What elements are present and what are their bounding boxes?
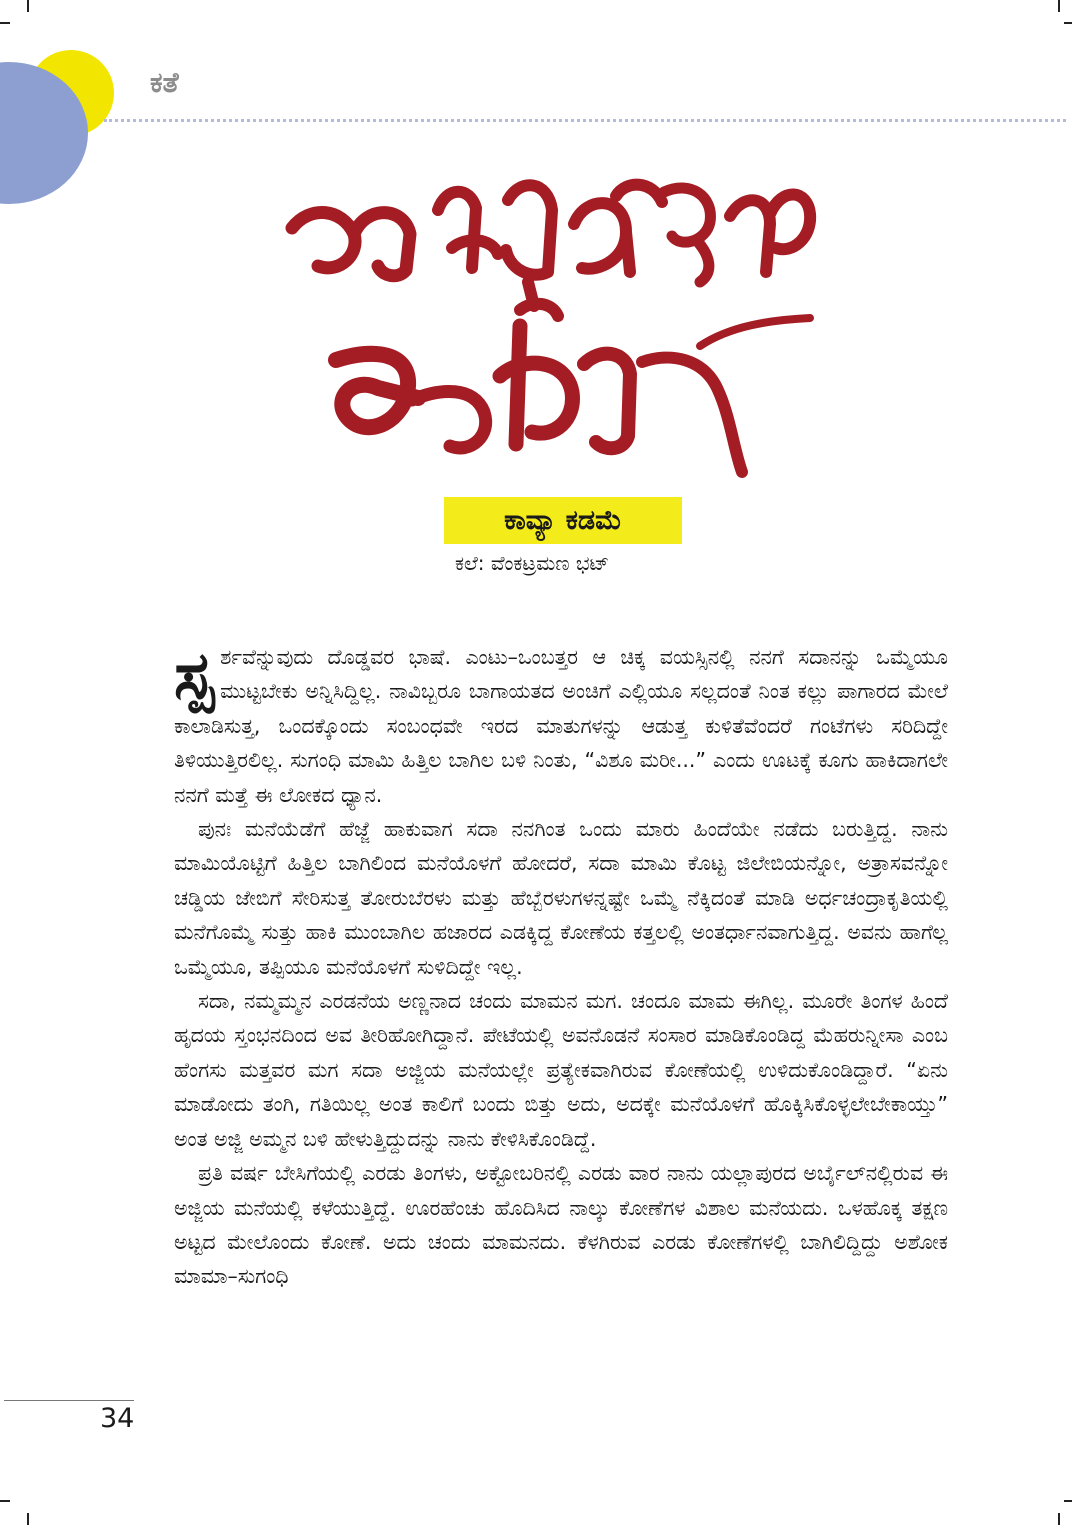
crop-mark — [1064, 22, 1072, 24]
title-stroke — [412, 391, 486, 447]
illustration-credit: ಕಲೆ: ವೆಂಕಟ್ರಮಣ ಭಟ್ — [455, 551, 610, 575]
crop-mark — [1064, 1500, 1072, 1502]
dotted-divider — [104, 119, 1066, 122]
title-stroke — [292, 212, 410, 275]
crop-mark — [27, 1513, 29, 1525]
title-stroke — [642, 358, 742, 472]
crop-mark — [1058, 0, 1060, 12]
page-number-rule — [4, 1400, 134, 1401]
author-name: ಕಾವ್ಯಾ ಕಡಮೆ — [444, 497, 682, 544]
title-stroke — [664, 188, 710, 282]
title-stroke — [506, 185, 558, 316]
title-stroke — [584, 354, 630, 449]
paragraph-1 — [174, 637, 948, 812]
title-calligraphy — [270, 150, 830, 490]
drop-cap: ಸ್ಪ — [174, 637, 215, 714]
page-number: 34 — [100, 1403, 135, 1434]
paragraph-2: ಪುನಃ ಮನೆಯೆಡೆಗೆ ಹೆಜ್ಜೆ ಹಾಕುವಾಗ ಸದಾ ನನಗಿಂತ ಒಂದು ಮಾರು ಹಿಂದೆಯೇ ನಡೆದು ಬರುತ್ತಿದ್ದ. ನಾನು ಮಾಮಿಯೊಟ್ಟಿಗೆ ಹಿತ್ತಿಲ ಬಾಗಿಲಿಂದ ಮನೆಯೊಳಗೆ ಹೋದರೆ, ಸದಾ ಮಾಮಿ ಕೊಟ್ಟ ಜಿಲೇಬಿಯನ್ನೋ, ಅತ್ರಾಸವನ್ನೋ ಚಡ್ಡಿಯ ಜೇಬಿಗೆ ಸೇರಿಸುತ್ತ ತೋರುಬೆರಳು ಮತ್ತು ಹೆಬ್ಬೆರಳುಗಳನ್ನಷ್ಟೇ ಒಮ್ಮೆ ನೆಕ್ಕಿದಂತೆ ಮಾಡಿ ಅರ್ಧಚಂದ್ರಾಕೃತಿಯಲ್ಲಿ ಮನೆಗೊಮ್ಮೆ ಸುತ್ತು ಹಾಕಿ ಮುಂಬಾಗಿಲ ಹಜಾರದ ಎಡಕ್ಕಿದ್ದ ಕೋಣೆಯ ಕತ್ತಲಲ್ಲಿ ಅಂತರ್ಧಾನವಾಗುತ್ತಿದ್ದ. ಅವನು ಹಾಗೆಲ್ಲ ಒಮ್ಮೆಯೂ, ತಪ್ಪಿಯೂ ಮನೆಯೊಳಗೆ ಸುಳಿದಿದ್ದೇ ಇಲ್ಲ. — [174, 817, 948, 979]
title-stroke — [700, 318, 810, 346]
title-stroke — [574, 185, 662, 272]
crop-mark — [1058, 1513, 1060, 1525]
article-body — [174, 637, 948, 1294]
section-label: ಕತೆ — [150, 66, 179, 99]
title-stroke — [336, 354, 418, 427]
title-stroke — [730, 194, 810, 272]
crop-mark — [0, 22, 10, 24]
crop-mark — [0, 1500, 10, 1502]
crop-mark — [27, 0, 29, 12]
paragraph-4: ಪ್ರತಿ ವರ್ಷ ಬೇಸಿಗೆಯಲ್ಲಿ ಎರಡು ತಿಂಗಳು, ಅಕ್ಟೋಬರಿನಲ್ಲಿ ಎರಡು ವಾರ ನಾನು ಯಲ್ಲಾಪುರದ ಅರ್ಬೈಲ್‌ನಲ್ಲಿರುವ ಈ ಅಜ್ಜಿಯ ಮನೆಯಲ್ಲಿ ಕಳೆಯುತ್ತಿದ್ದೆ. ಊರಹೆಂಚು ಹೊದಿಸಿದ ನಾಲ್ಕು ಕೋಣೆಗಳ ವಿಶಾಲ ಮನೆಯದು. ಒಳಹೊಕ್ಕ ತಕ್ಷಣ ಅಟ್ಟದ ಮೇಲೊಂದು ಕೋಣೆ. ಅದು ಚಂದು ಮಾಮನದು. ಕೆಳಗಿರುವ ಎರಡು ಕೋಣೆಗಳಲ್ಲಿ ಬಾಗಿಲಿದ್ದಿದ್ದು ಅಶೋಕ ಮಾಮಾ–ಸುಗಂಧಿ — [174, 1161, 948, 1289]
paragraph-3: ಸದಾ, ನಮ್ಮಮ್ಮನ ಎರಡನೆಯ ಅಣ್ಣನಾದ ಚಂದು ಮಾಮನ ಮಗ. ಚಂದೂ ಮಾಮ ಈಗಿಲ್ಲ. ಮೂರೇ ತಿಂಗಳ ಹಿಂದೆ ಹೃದಯ ಸ್ತಂಭನದಿಂದ ಅವ ತೀರಿಹೋಗಿದ್ದಾನೆ. ಪೇಟೆಯಲ್ಲಿ ಅವನೊಡನೆ ಸಂಸಾರ ಮಾಡಿಕೊಂಡಿದ್ದ ಮೆಹರುನ್ನೀಸಾ ಎಂಬ ಹೆಂಗಸು ಮತ್ತವರ ಮಗ ಸದಾ ಅಜ್ಜಿಯ ಮನೆಯಲ್ಲೇ ಪ್ರತ್ಯೇಕವಾಗಿರುವ ಕೋಣೆಯಲ್ಲಿ ಉಳಿದುಕೊಂಡಿದ್ದಾರೆ. “ಏನು ಮಾಡೋದು ತಂಗಿ, ಗತಿಯಿಲ್ಲ ಅಂತ ಕಾಲಿಗೆ ಬಂದು ಬಿತ್ತು ಅದು, ಅದಕ್ಕೇ ಮನೆಯೊಳಗೆ ಹೊಕ್ಕಿಸಿಕೊಳ್ಳಲೇಬೇಕಾಯ್ತು” ಅಂತ ಅಜ್ಜಿ ಅಮ್ಮನ ಬಳಿ ಹೇಳುತ್ತಿದ್ದುದನ್ನು ನಾನು ಕೇಳಿಸಿಕೊಂಡಿದ್ದೆ. — [174, 989, 948, 1151]
paragraph-1-text: ರ್ಶವೆನ್ನುವುದು ದೊಡ್ಡವರ ಭಾಷೆ. ಎಂಟು–ಒಂಬತ್ತರ ಆ ಚಿಕ್ಕ ವಯಸ್ಸಿನಲ್ಲಿ ನನಗೆ ಸದಾನನ್ನು ಒಮ್ಮೆಯೂ ಮುಟ್ಟಬೇಕು ಅನ್ನಿಸಿದ್ದಿಲ್ಲ. ನಾವಿಬ್ಬರೂ ಬಾಗಾಯತದ ಅಂಚಿಗೆ ಎಲ್ಲಿಯೂ ಸಲ್ಲದಂತೆ ನಿಂತ ಕಲ್ಲು ಪಾಗಾರದ ಮೇಲೆ ಕಾಲಾಡಿಸುತ್ತ, ಒಂದಕ್ಕೊಂದು ಸಂಬಂಧವೇ ಇರದ ಮಾತುಗಳನ್ನು ಆಡುತ್ತ ಕುಳಿತೆವೆಂದರೆ ಗಂಟೆಗಳು ಸರಿದಿದ್ದೇ ತಿಳಿಯುತ್ತಿರಲಿಲ್ಲ. ಸುಗಂಧಿ ಮಾಮಿ ಹಿತ್ತಿಲ ಬಾಗಿಲ ಬಳಿ ನಿಂತು, “ವಿಶೂ ಮರೀ...” ಎಂದು ಊಟಕ್ಕೆ ಕೂಗು ಹಾಕಿದಾಗಲೇ ನನಗೆ ಮತ್ತೆ ಈ ಲೋಕದ ಧ್ಯಾನ. — [174, 645, 948, 807]
title-stroke — [500, 326, 572, 444]
title-stroke — [438, 192, 498, 268]
